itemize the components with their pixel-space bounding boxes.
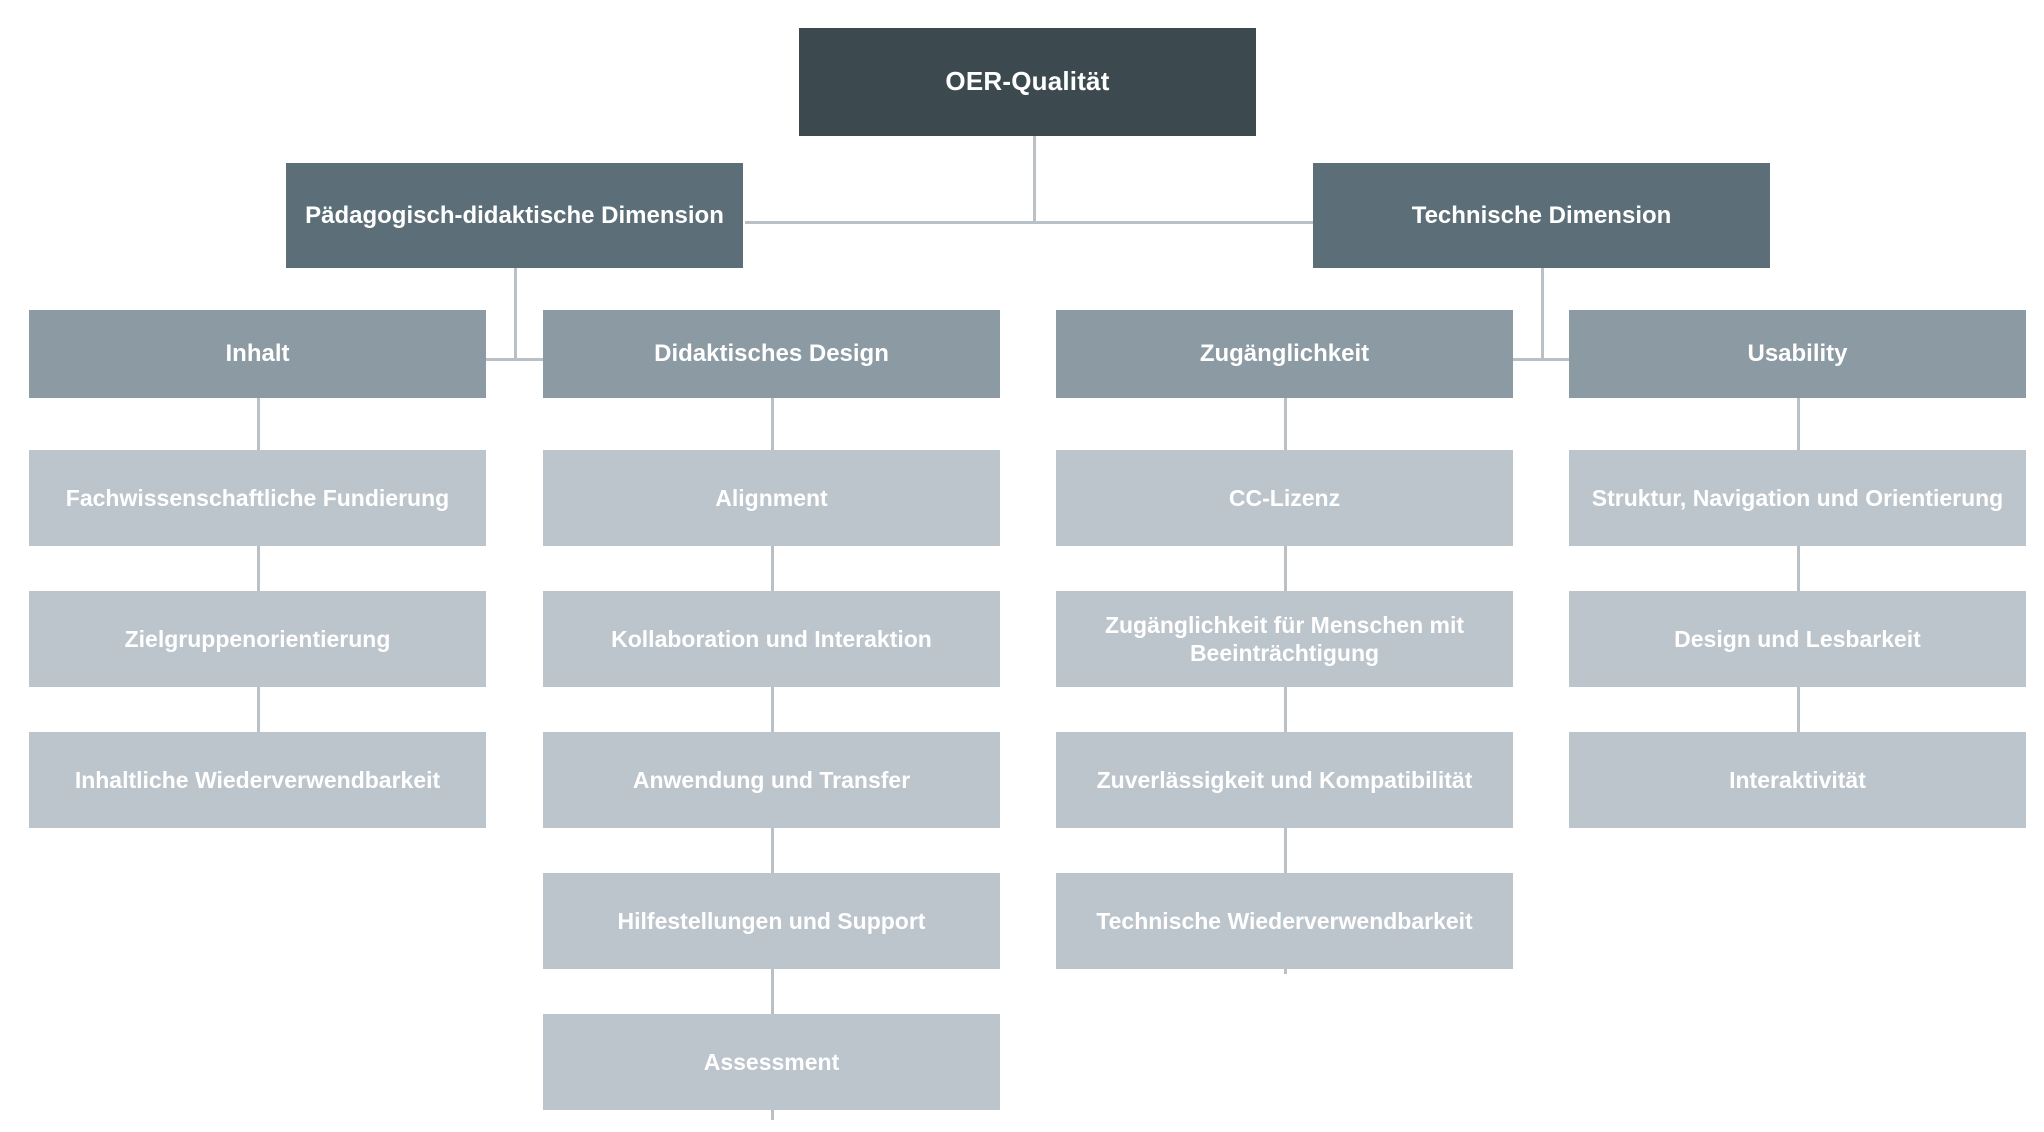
node-paedagogisch-didaktische-dimension[interactable] bbox=[286, 163, 743, 268]
node-label: Alignment bbox=[715, 484, 828, 511]
node-label: Kollaboration und Interaktion bbox=[611, 625, 932, 652]
node-zielgruppenorientierung[interactable] bbox=[29, 591, 486, 687]
node-label: Technische Wiederverwendbarkeit bbox=[1096, 907, 1473, 934]
node-interaktivitaet[interactable] bbox=[1569, 732, 2026, 828]
node-zugaenglichkeit-fuer-menschen-mit-beeintraechtigung[interactable] bbox=[1056, 591, 1513, 687]
node-label: Pädagogisch-didaktische Dimension bbox=[305, 201, 724, 229]
node-label: CC-Lizenz bbox=[1228, 484, 1341, 511]
node-label: Assessment bbox=[703, 1048, 840, 1075]
node-label: Zugänglichkeit bbox=[1199, 340, 1370, 368]
node-label: Technische Dimension bbox=[1411, 201, 1672, 229]
node-label: Usability bbox=[1747, 340, 1848, 368]
connector-root-down bbox=[1033, 136, 1036, 222]
node-oer-qualitaet[interactable] bbox=[799, 28, 1256, 136]
node-fachwissenschaftliche-fundierung[interactable] bbox=[29, 450, 486, 546]
node-inhalt[interactable] bbox=[29, 310, 486, 398]
connector-dimension-bar bbox=[745, 221, 1321, 224]
node-label: Didaktisches Design bbox=[654, 340, 889, 368]
node-assessment[interactable] bbox=[543, 1014, 1000, 1110]
node-label: Hilfestellungen und Support bbox=[617, 907, 926, 934]
node-label: Fachwissenschaftliche Fundierung bbox=[65, 484, 450, 511]
node-label: Zugänglichkeit für Menschen mit Beeinträchtigung bbox=[1104, 611, 1465, 666]
node-label: Zielgruppenorientierung bbox=[124, 625, 391, 652]
node-zugaenglichkeit[interactable] bbox=[1056, 310, 1513, 398]
node-label: Inhalt bbox=[225, 340, 290, 368]
node-struktur-navigation-und-orientierung[interactable] bbox=[1569, 450, 2026, 546]
node-kollaboration-und-interaktion[interactable] bbox=[543, 591, 1000, 687]
node-label: OER-Qualität bbox=[945, 66, 1110, 97]
node-didaktisches-design[interactable] bbox=[543, 310, 1000, 398]
node-label: Inhaltliche Wiederverwendbarkeit bbox=[74, 766, 441, 793]
node-inhaltliche-wiederverwendbarkeit[interactable] bbox=[29, 732, 486, 828]
node-alignment[interactable] bbox=[543, 450, 1000, 546]
node-label: Anwendung und Transfer bbox=[632, 766, 911, 793]
node-usability[interactable] bbox=[1569, 310, 2026, 398]
node-anwendung-und-transfer[interactable] bbox=[543, 732, 1000, 828]
node-label: Struktur, Navigation und Orientierung bbox=[1591, 484, 2004, 511]
node-technische-dimension[interactable] bbox=[1313, 163, 1770, 268]
node-label: Interaktivität bbox=[1729, 766, 1866, 793]
connector-right-dimension-down bbox=[1541, 268, 1544, 360]
connector-left-dimension-down bbox=[514, 268, 517, 360]
node-zuverlaessigkeit-und-kompatibilitaet[interactable] bbox=[1056, 732, 1513, 828]
node-technische-wiederverwendbarkeit[interactable] bbox=[1056, 873, 1513, 969]
node-cc-lizenz[interactable] bbox=[1056, 450, 1513, 546]
node-label: Design und Lesbarkeit bbox=[1674, 625, 1921, 652]
node-label: Zuverlässigkeit und Kompatibilität bbox=[1096, 766, 1473, 793]
node-design-und-lesbarkeit[interactable] bbox=[1569, 591, 2026, 687]
node-hilfestellungen-und-support[interactable] bbox=[543, 873, 1000, 969]
